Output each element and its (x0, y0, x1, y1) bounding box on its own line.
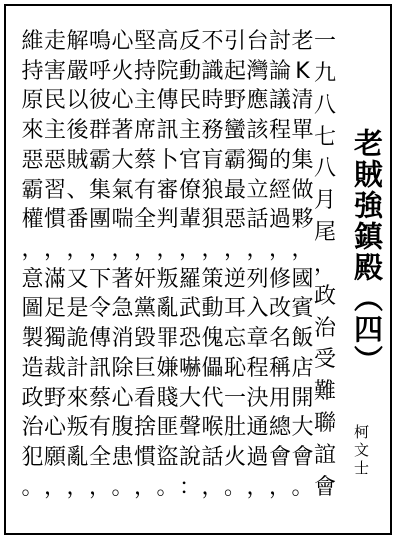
poem-column: 維 持 原 來 惡 霸 權 ， 意 圖 製 造 政 治 犯 。 (21, 29, 44, 500)
poem-column: 堅 持 主 席 蔡 有 全 ， 奸 黨 毀 巨 看 捨 慣 ， (133, 29, 156, 500)
author-name: 柯文士 (352, 424, 370, 478)
poem-column: 高 院 傳 訊 卜 審 判 ， 叛 亂 罪 嫌 賤 匪 盜 。 (156, 29, 179, 500)
poem-title: 老賊強鎮殿（四） (350, 128, 384, 376)
poem-column: 不 識 時 務 肓 狼 狽 ， 策 動 傀 儡 代 喉 話 ， (201, 29, 224, 500)
poem-column: 台 灣 應 該 獨 立 話 ， 列 入 章 程 決 通 過 ， (246, 29, 269, 500)
poem-column: 鳴 呼 彼 群 霸 集 團 ， 下 令 傳 訊 蔡 有 全 ， (88, 29, 111, 500)
poem-column: 老 K 清 單 集 做 夥 ， 國 賓 飯 店 開 大 會 。 (291, 29, 314, 500)
poem-column: 引 起 野 蠻 霸 最 惡 ， 逆 耳 忘 恥 一 肚 火 。 (223, 29, 246, 500)
poem-column: 一 九 八 七 八 月 尾 ， 政 治 受 難 聯 誼 會 (313, 29, 336, 500)
poem-column: 解 嚴 以 後 賊 、 番 ， 又 是 詭 計 來 叛 亂 ， (66, 29, 89, 500)
poem-column: 心 火 心 著 大 氣 喘 ， 著 急 消 除 心 腹 患 。 (111, 29, 134, 500)
poem-column: 討 論 議 程 的 經 過 ， 修 改 名 稱 用 總 會 ， (268, 29, 291, 500)
poem-column: 反 動 民 主 官 僚 輩 ， 羅 武 恐 嚇 大 聲 說 ： (178, 29, 201, 500)
poem-column: 走 害 民 主 惡 習 慣 ， 滿 足 獨 裁 野 心 願 ， (43, 29, 66, 500)
